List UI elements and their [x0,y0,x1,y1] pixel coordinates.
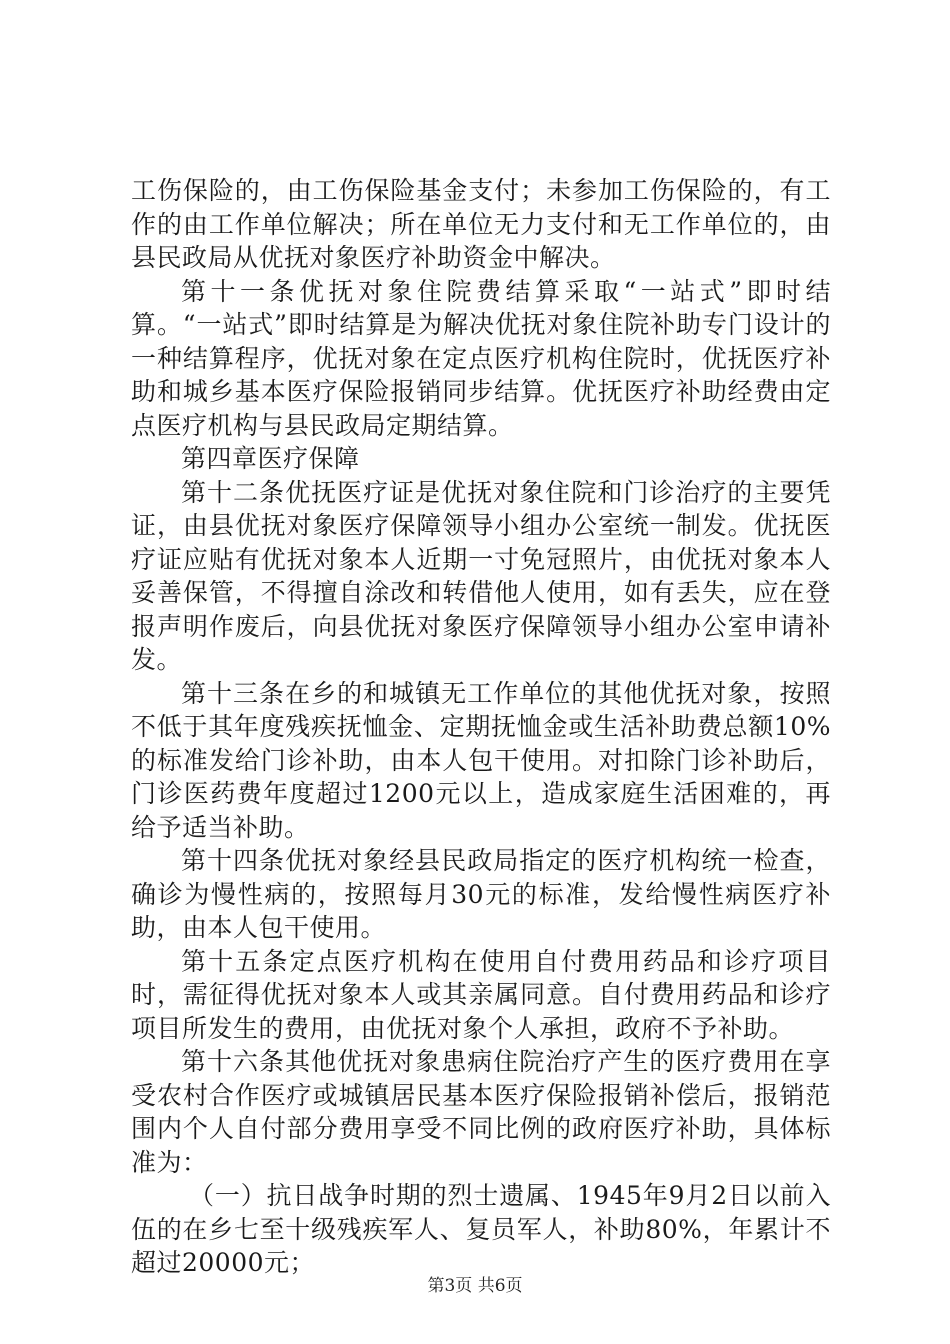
paragraph-article-12: 第十二条优抚医疗证是优抚对象住院和门诊治疗的主要凭证，由县优抚对象医疗保障领导小组办公室统一制发。优抚医疗证应贴有优抚对象本人近期一寸免冠照片，由优抚对象本人妥善保管，不得擅自涂改和转借他人使用，如有丢失，应在登报声明作废后，向县优抚对象医疗保障领导小组办公室申请补发。 [131,477,831,674]
paragraph-article-14: 第十四条优抚对象经县民政局指定的医疗机构统一检查，确诊为慢性病的，按照每月30元的标准，发给慢性病医疗补助，由本人包干使用。 [131,846,831,942]
page-number-footer: 第3页 共6页 [427,1276,523,1296]
paragraph-item-1: （一）抗日战争时期的烈士遗属、1945年9月2日以前入伍的在乡七至十级残疾军人、复员军人，补助80%，年累计不超过20000元； [131,1181,831,1277]
paragraph-article-15: 第十五条定点医疗机构在使用自付费用药品和诊疗项目时，需征得优抚对象本人或其亲属同意。自付费用药品和诊疗项目所发生的费用，由优抚对象个人承担，政府不予补助。 [131,946,831,1043]
document-body [131,174,831,1280]
paragraph-article-13: 第十三条在乡的和城镇无工作单位的其他优抚对象，按照不低于其年度残疾抚恤金、定期抚恤金或生活补助费总额10%的标准发给门诊补助，由本人包干使用。对扣除门诊补助后，门诊医药费年度超过1200元以上，造成家庭生活困难的，再给予适当补助。 [131,678,831,842]
paragraph-article-16: 第十六条其他优抚对象患病住院治疗产生的医疗费用在享受农村合作医疗或城镇居民基本医疗保险报销补偿后，报销范围内个人自付部分费用享受不同比例的政府医疗补助，具体标准为： [131,1047,831,1177]
chapter-heading: 第四章医疗保障 [181,444,360,473]
paragraph-article-11: 第十一条优抚对象住院费结算采取“一站式”即时结算。“一站式”即时结算是为解决优抚对象住院补助专门设计的一种结算程序，优抚对象在定点医疗机构住院时，优抚医疗补助和城乡基本医疗保险报销同步结算。优抚医疗补助经费由定点医疗机构与县民政局定期结算。 [131,276,831,440]
paragraph-1: 工伤保险的，由工伤保险基金支付；未参加工伤保险的，有工作的由工作单位解决；所在单位无力支付和无工作单位的，由县民政局从优抚对象医疗补助资金中解决。 [131,176,831,272]
